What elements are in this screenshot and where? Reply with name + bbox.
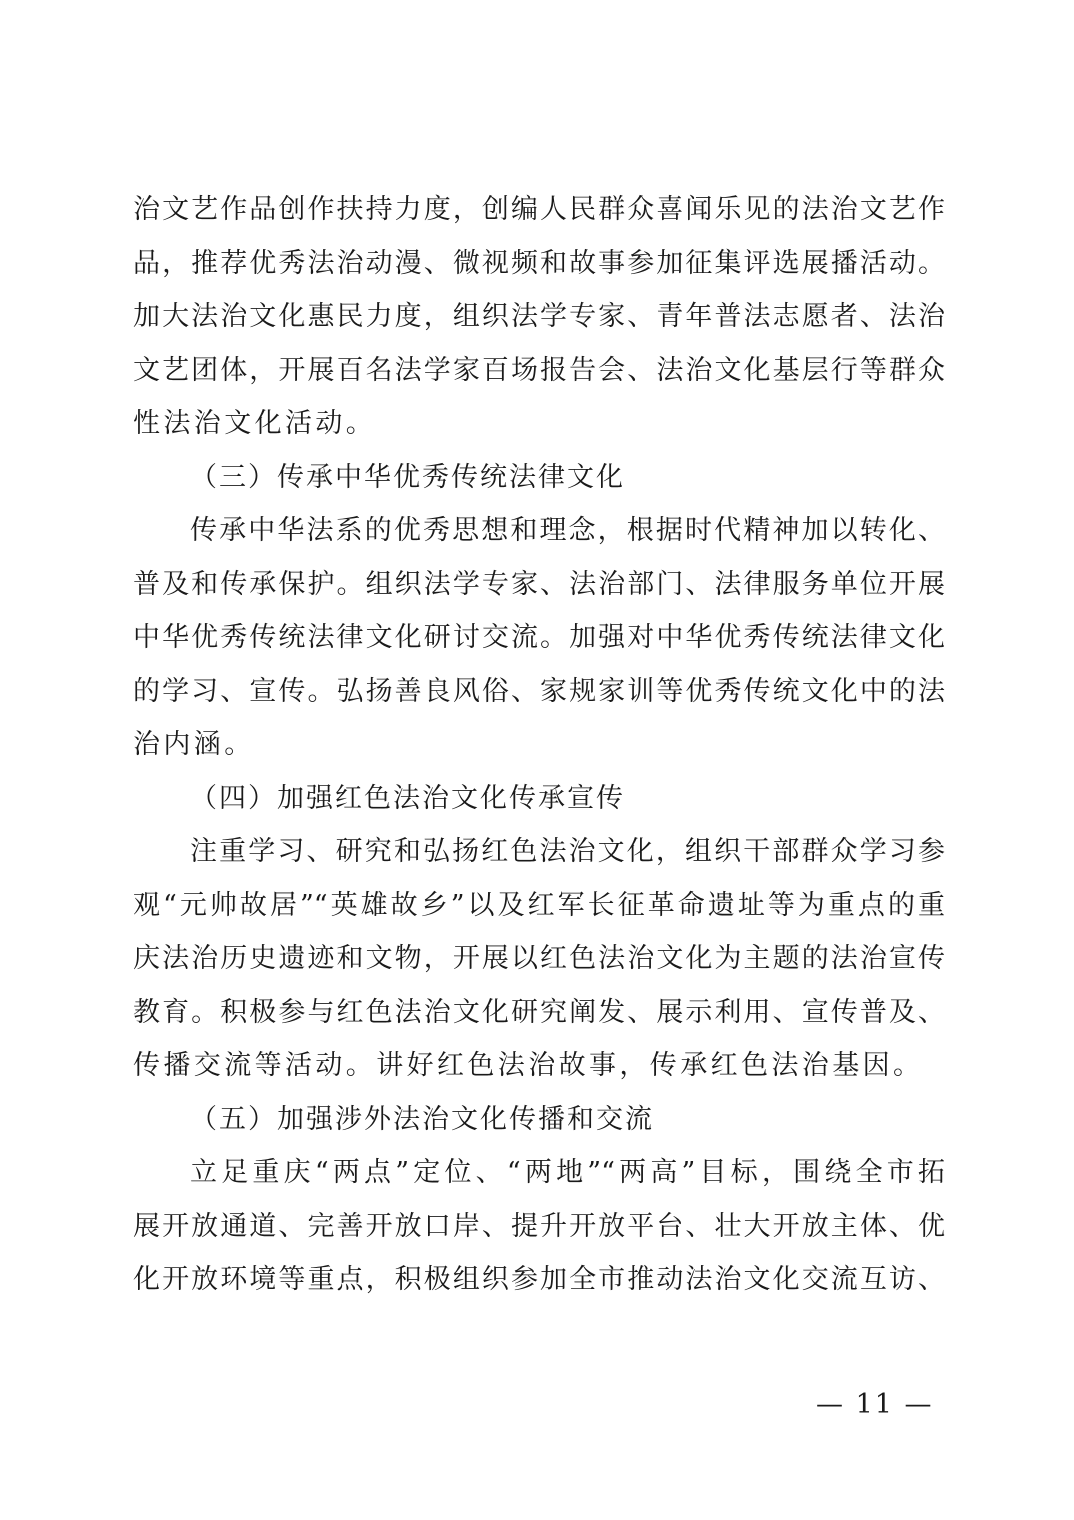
paragraph-line: 展开放通道、完善开放口岸、提升开放平台、壮大开放主体、优	[133, 1210, 945, 1242]
section-heading-3: （三）传承中华优秀传统法律文化	[190, 461, 625, 493]
paragraph-line: 观“元帅故居”“英雄故乡”以及红军长征革命遗址等为重点的重	[133, 889, 945, 921]
paragraph-line: 文艺团体，开展百名法学家百场报告会、法治文化基层行等群众	[133, 354, 945, 386]
section-heading-4: （四）加强红色法治文化传承宣传	[190, 782, 625, 814]
paragraph-line: 普及和传承保护。组织法学专家、法治部门、法律服务单位开展	[133, 568, 945, 600]
paragraph-line: 注重学习、研究和弘扬红色法治文化，组织干部群众学习参	[190, 836, 945, 867]
paragraph-line: 加大法治文化惠民力度，组织法学专家、青年普法志愿者、法治	[133, 301, 945, 332]
paragraph-line: 品，推荐优秀法治动漫、微视频和故事参加征集评选展播活动。	[133, 247, 945, 279]
paragraph-line: 性法治文化活动。	[133, 408, 377, 439]
paragraph-line: 化开放环境等重点，积极组织参加全市推动法治文化交流互访、	[133, 1264, 945, 1295]
paragraph-line: 教育。积极参与红色法治文化研究阐发、展示利用、宣传普及、	[133, 996, 945, 1028]
paragraph-line: 中华优秀传统法律文化研讨交流。加强对中华优秀传统法律文化	[133, 622, 945, 653]
body-text	[133, 183, 945, 1307]
page-number: — 11 —	[816, 1389, 934, 1420]
paragraph-line: 立足重庆“两点”定位、“两地”“两高”目标，围绕全市拓	[190, 1157, 945, 1188]
paragraph-line: 的学习、宣传。弘扬善良风俗、家规家训等优秀传统文化中的法	[133, 675, 945, 707]
paragraph-line: 传承中华法系的优秀思想和理念，根据时代精神加以转化、	[190, 515, 945, 546]
paragraph-line: 庆法治历史遗迹和文物，开展以红色法治文化为主题的法治宣传	[133, 943, 945, 974]
section-heading-5: （五）加强涉外法治文化传播和交流	[190, 1103, 654, 1135]
paragraph-line: 治内涵。	[133, 729, 255, 760]
paragraph-line: 传播交流等活动。讲好红色法治故事，传承红色法治基因。	[133, 1050, 924, 1081]
paragraph-line: 治文艺作品创作扶持力度，创编人民群众喜闻乐见的法治文艺作	[133, 194, 945, 225]
